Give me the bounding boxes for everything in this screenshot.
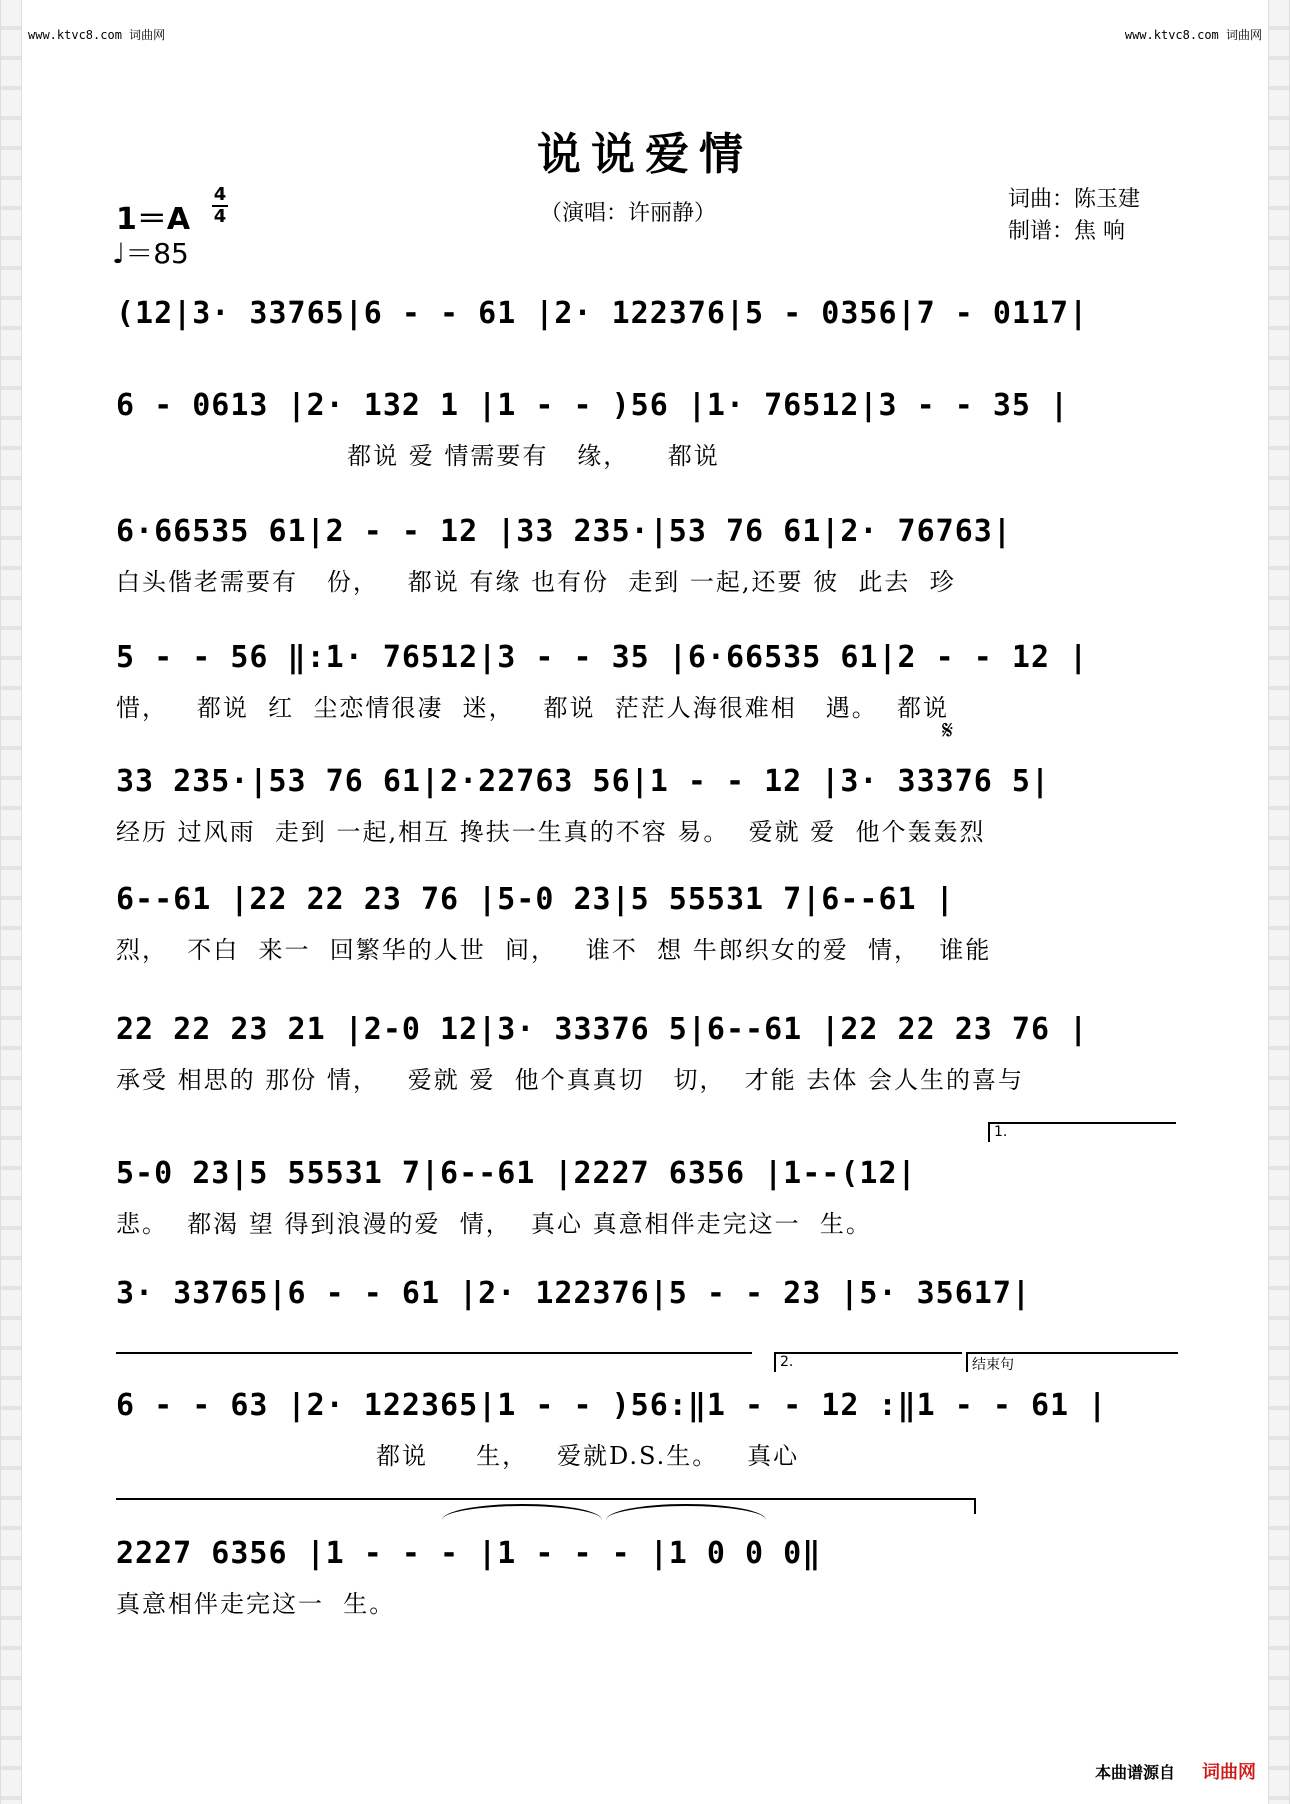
first-ending-continuation [116, 1352, 752, 1354]
left-watermark-strip [0, 0, 22, 1804]
composer-credit: 词曲：陈玉建 [1008, 187, 1141, 212]
footer-source-label: 本曲谱源自 [1094, 1763, 1175, 1782]
lyrics: 都说 爱 情需要有 缘， 都说 [116, 442, 720, 470]
lyrics: 经历 过风雨 走到 一起,相互 搀扶一生真的不容 易。 爱就 爱 他个轰轰烈 [116, 818, 986, 846]
notation: 5-0 23|5 55531 7|6--61 |2227 6356 |1--(12| [116, 1156, 917, 1191]
transcriber-credit: 制谱：焦 响 [1008, 219, 1125, 244]
song-title: 说说爱情 [537, 129, 753, 180]
footer-site-logo[interactable]: 词曲网 [1202, 1762, 1256, 1783]
key-signature: 1＝A [116, 202, 191, 237]
segno-sign: 𝄋 [942, 716, 954, 746]
time-signature [212, 186, 228, 226]
right-watermark-strip [1268, 0, 1290, 1804]
lyrics: 烈， 不白 来一 回繁华的人世 间， 谁不 想 牛郎织女的爱 情， 谁能 [116, 936, 992, 964]
first-ending-label: 1. [994, 1124, 1008, 1140]
lyrics: 真意相伴走完这一 生。 [116, 1590, 396, 1618]
lyrics: 悲。 都渴 望 得到浪漫的爱 情， 真心 真意相伴走完这一 生。 [116, 1210, 872, 1238]
time-signature-bottom: 4 [213, 206, 227, 227]
notation: 33 235·|53 76 61|2·22763 56|1 - - 12 |3· 33376 5| [116, 764, 1051, 799]
singer-credit: （演唱：许丽静） [540, 201, 717, 226]
second-ending-bracket [774, 1352, 962, 1372]
tempo-marking: ♩＝85 [112, 237, 189, 270]
coda-ending-label: 结束句 [972, 1357, 1014, 1373]
header-watermark-left: www.ktvc8.com 词曲网 [28, 28, 166, 42]
notation: (12|3· 33765|6 - - 61 |2· 122376|5 - 0356|7 - 0117| [116, 296, 1089, 331]
lyrics: 白头偕老需要有 份， 都说 有缘 也有份 走到 一起,还要 彼 此去 珍 [116, 568, 956, 596]
header-watermark-right: www.ktvc8.com 词曲网 [1124, 28, 1262, 42]
lyrics: 惜， 都说 红 尘恋情很凄 迷， 都说 茫茫人海很难相 遇。 都说 [116, 694, 949, 722]
first-ending-bracket [988, 1122, 1176, 1142]
lyrics: 承受 相思的 那份 情， 爱就 爱 他个真真切 切， 才能 去体 会人生的喜与 [116, 1066, 1025, 1094]
time-signature-top: 4 [213, 184, 227, 205]
second-ending-label: 2. [780, 1354, 794, 1370]
notation: 5 - - 56 ‖:1· 76512|3 - - 35 |6·66535 61|2 - - 12 | [116, 640, 1089, 675]
notation: 6·66535 61|2 - - 12 |33 235·|53 76 61|2· 76763| [116, 514, 1012, 549]
notation: 6 - - 63 |2· 122365|1 - - )56:‖1 - - 12 :‖1 - - 61 | [116, 1388, 1108, 1423]
notation: 2227 6356 |1 - - - |1 - - - |1 0 0 0‖ [116, 1536, 822, 1571]
coda-ending-bracket [966, 1352, 1178, 1372]
notation: 6--61 |22 22 23 76 |5-0 23|5 55531 7|6--61 | [116, 882, 955, 917]
lyrics: 都说 生， 爱就D.S.生。 真心 [116, 1442, 800, 1470]
notation: 22 22 23 21 |2-0 12|3· 33376 5|6--61 |22 22 23 76 | [116, 1012, 1089, 1047]
notation: 3· 33765|6 - - 61 |2· 122376|5 - - 23 |5· 35617| [116, 1276, 1031, 1311]
notation: 6 - 0613 |2· 132 1 |1 - - )56 |1· 76512|3 - - 35 | [116, 388, 1070, 423]
